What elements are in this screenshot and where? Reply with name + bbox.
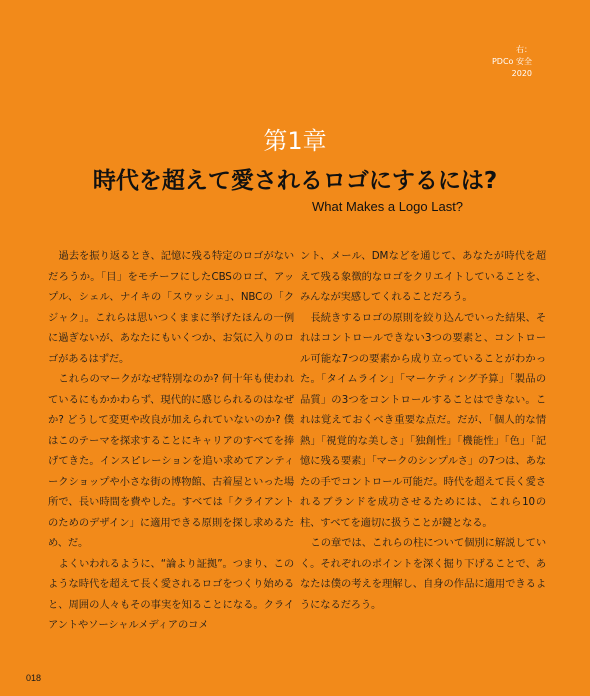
caption-line-3: 2020	[511, 69, 532, 78]
body-paragraph: 長続きするロゴの原則を絞り込んでいった結果、それはコントロールできない3つの要素と、コントロール可能な7つの要素から成り立っていることがわかった。「タイムライン」「マーケティング予算」「製品の品質」の3つをコントロールすることはできない。これは覚えておくべき重要な点だ。だが、「個人的な情熱」「視覚的な美しさ」「独創性」「機能性」「色」「記憶に残る要素」「マークのシンプルさ」の7つは、あなたの手でコントロール可能だ。時代を超えて長く愛されるブランドを成功させるためには、これら10の柱、すべてを適切に扱うことが鍵となる。	[300, 311, 546, 529]
caption-line-1: 右：	[516, 45, 532, 54]
body-paragraph: ント、メール、DMなどを通じて、あなたが時代を超えて残る象徴的なロゴをクリエイトしていることを、みんなが実感してくれることだろう。	[300, 250, 546, 303]
body-column-left	[48, 246, 294, 636]
body-paragraph: これらのマークがなぜ特別なのか? 何十年も使われているにもかかわらず、現代的に感じられるのはなぜか? どうして変更や改良が加えられていないのか? 僕はこのテーマを探求することにキャリアのすべてを捧げてきた。インスピレーションを追い求めてアンティークショップや小さな街の博物館、古着屋といった場所で、長い時間を費やした。すべては「クライアントのためのデザイン」に適用できる原則を探し求めるため、だ。	[48, 373, 294, 549]
image-caption	[492, 44, 532, 80]
page-number: 018	[26, 673, 42, 683]
body-paragraph: この章では、これらの柱について個別に解説していく。それぞれのポイントを深く掘り下げることで、あなたは僕の考えを理解し、自身の作品に適用できるようになるだろう。	[300, 537, 546, 611]
chapter-subtitle: What Makes a Logo Last?	[312, 199, 464, 214]
chapter-title: 時代を超えて愛されるロゴにするには?	[92, 168, 498, 194]
body-paragraph: よくいわれるように、“論より証拠”。つまり、このような時代を超えて長く愛されるロゴをつくり始めると、周囲の人々もその事実を知ることになる。クライアントやソーシャルメディアのコメ	[48, 557, 294, 631]
caption-line-2: PDCo 安全	[491, 57, 532, 66]
body-column-right	[300, 246, 546, 615]
body-paragraph: 過去を振り返るとき、記憶に残る特定のロゴがないだろうか。「目」をモチーフにしたCBSのロゴ、アップル、シェル、ナイキの「スウッシュ」、NBCの「クジャク」。これらは思いつくままに挙げたほんの一例に過ぎないが、あなたにもいくつか、お気に入りのロゴがあるはずだ。	[48, 250, 294, 365]
chapter-label: 第1章	[263, 127, 327, 155]
